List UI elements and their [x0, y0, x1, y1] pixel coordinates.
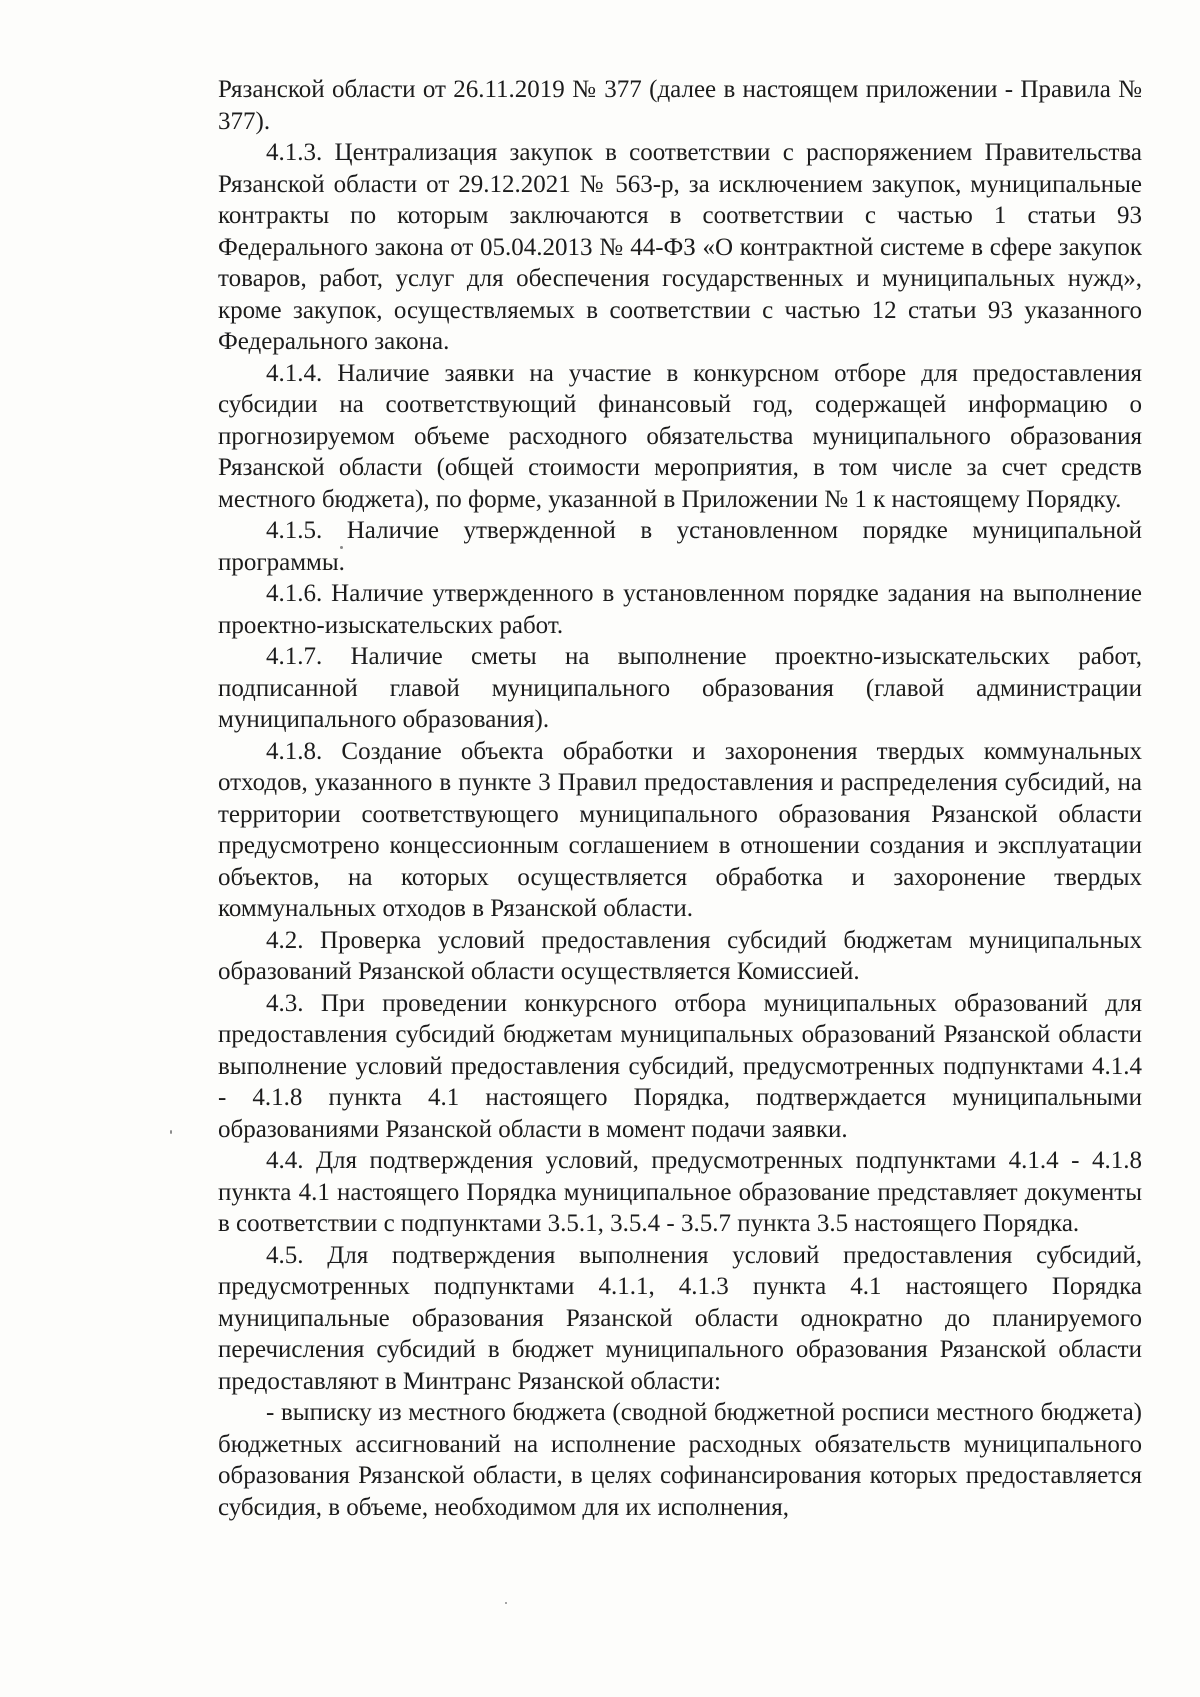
paragraph-4-1-8: 4.1.8. Создание объекта обработки и захоронения твердых коммунальных отходов, указанного в пункте 3 Правил предоставления и распределения субсидий, на территории соответствующего муниципального образования Рязанской области предусмотрено концессионным соглашением в отношении создания и эксплуатации объектов, на которых осуществляется обработка и захоронение твердых коммунальных отходов в Рязанской области.: [218, 737, 1142, 922]
paragraph-4-4: 4.4. Для подтверждения условий, предусмотренных подпунктами 4.1.4 - 4.1.8 пункта 4.1 настоящего Порядка муниципальное образование представляет документы в соответствии с подпунктами 3.5.1, 3.5.4 - 3.5.7 пункта 3.5 настоящего Порядка.: [218, 1147, 1142, 1237]
paragraph-4-2: 4.2. Проверка условий предоставления субсидий бюджетам муниципальных образований Рязанской области осуществляется Комиссией.: [218, 926, 1142, 985]
document-body: [218, 74, 1142, 1523]
paragraph-4-1-6: 4.1.6. Наличие утвержденного в установленном порядке задания на выполнение проектно-изыскательских работ.: [218, 580, 1142, 639]
scan-speck: [505, 1602, 507, 1604]
paragraph-4-3: 4.3. При проведении конкурсного отбора муниципальных образований для предоставления субсидий бюджетам муниципальных образований Рязанской области выполнение условий предоставления субсидий, предусмотренных подпунктами 4.1.4 - 4.1.8 пункта 4.1 настоящего Порядка, подтверждается муниципальными образованиями Рязанской области в момент подачи заявки.: [218, 989, 1142, 1143]
scan-speck: [340, 546, 343, 549]
paragraph-4-5-item: - выписку из местного бюджета (сводной бюджетной росписи местного бюджета) бюджетных ассигнований на исполнение расходных обязательств муниципального образования Рязанской области, в целях софинансирования которых предоставляется субсидия, в объеме, необходимом для их исполнения,: [218, 1399, 1142, 1521]
paragraph-continuation: Рязанской области от 26.11.2019 № 377 (далее в настоящем приложении - Правила № 377).: [218, 76, 1142, 135]
paragraph-4-1-4: 4.1.4. Наличие заявки на участие в конкурсном отборе для предоставления субсидии на соответствующий финансовый год, содержащей информацию о прогнозируемом объеме расходного обязательства муниципального образования Рязанской области (общей стоимости мероприятия, в том числе за счет средств местного бюджета), по форме, указанной в Приложении № 1 к настоящему Порядку.: [218, 359, 1142, 513]
paragraph-4-1-5: 4.1.5. Наличие утвержденной в установленном порядке муниципальной программы.: [218, 517, 1142, 576]
scan-speck: [170, 1130, 172, 1134]
paragraph-4-1-3: 4.1.3. Централизация закупок в соответствии с распоряжением Правительства Рязанской области от 29.12.2021 № 563-р, за исключением закупок, муниципальные контракты по которым заключаются в соответствии с частью 1 статьи 93 Федерального закона от 05.04.2013 № 44-ФЗ «О контрактной системе в сфере закупок товаров, работ, услуг для обеспечения государственных и муниципальных нужд», кроме закупок, осуществляемых в соответствии с частью 12 статьи 93 указанного Федерального закона.: [218, 139, 1142, 355]
paragraph-4-5: 4.5. Для подтверждения выполнения условий предоставления субсидий, предусмотренных подпунктами 4.1.1, 4.1.3 пункта 4.1 настоящего Порядка муниципальные образования Рязанской области однократно до планируемого перечисления субсидий в бюджет муниципального образования Рязанской области предоставляют в Минтранс Рязанской области:: [218, 1241, 1142, 1395]
paragraph-4-1-7: 4.1.7. Наличие сметы на выполнение проектно-изыскательских работ, подписанной главой муниципального образования (главой администрации муниципального образования).: [218, 643, 1142, 733]
